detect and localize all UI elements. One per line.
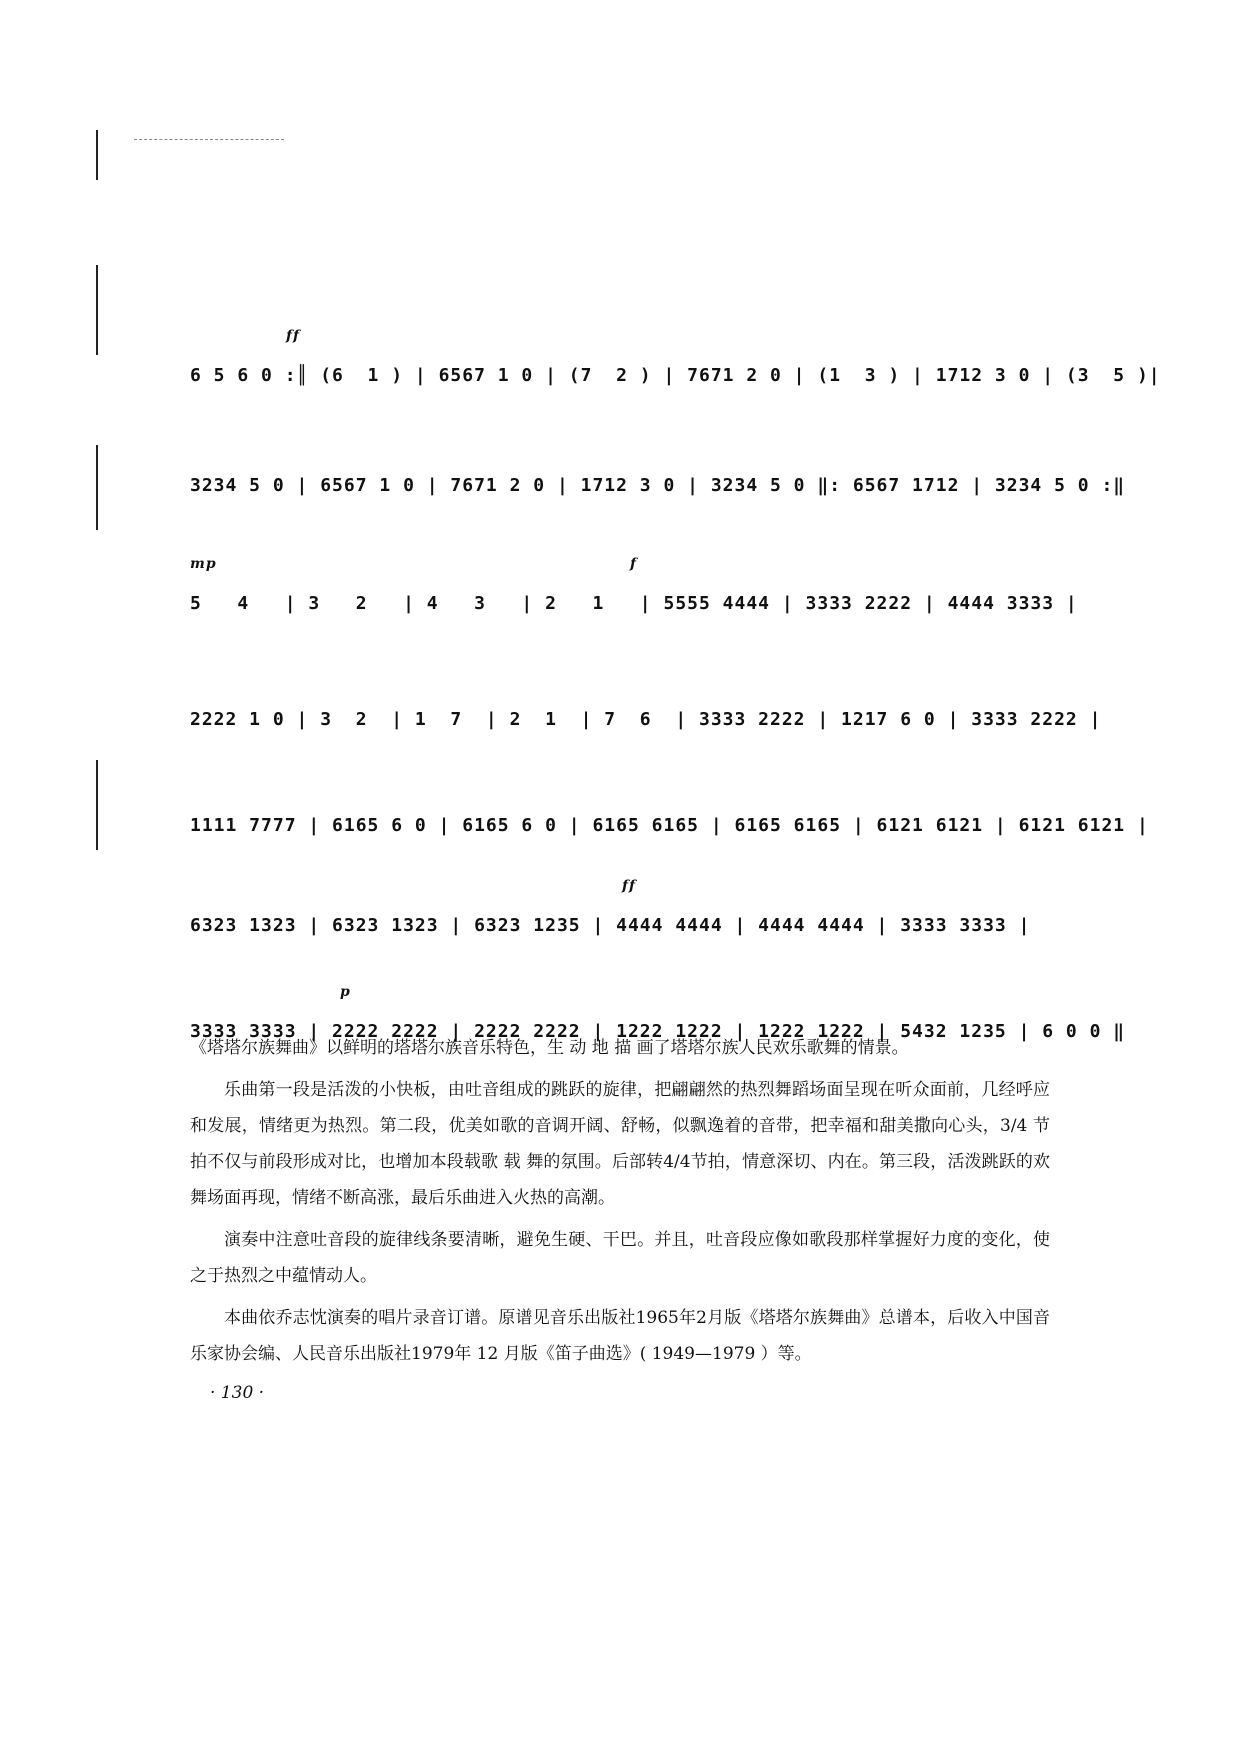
score-row-text: 1111 7777 | 6165 6 0 | 6165 6 0 | 6165 6165 | 6165 6165 | 6121 6121 | 6121 6121 | (190, 815, 1149, 836)
score-row-text: 5 4 | 3 2 | 4 3 | 2 1 | 5555 4444 | 3333 2222 | 4444 3333 | (190, 593, 1078, 614)
score-row (190, 386, 1126, 496)
dynamic-marking: ff (286, 328, 301, 344)
score-row-text: 2222 1 0 | 3 2 | 1 7 | 2 1 | 7 6 | 3333 2222 | 1217 6 0 | 3333 2222 | (190, 709, 1102, 730)
commentary (190, 1030, 1050, 1378)
margin-mark (96, 130, 98, 180)
margin-mark (96, 760, 98, 850)
score-row-text: 6323 1323 | 6323 1323 | 6323 1235 | 4444 4444 | 4444 4444 | 3333 3333 | (190, 915, 1031, 936)
top-dotted-mark (134, 139, 284, 142)
dynamic-marking: p (340, 984, 351, 1000)
dynamic-marking: f (630, 556, 638, 572)
paragraph: 《塔塔尔族舞曲》以鲜明的塔塔尔族音乐特色，生 动 地 描 画了塔塔尔族人民欢乐歌舞的情景。 (190, 1038, 909, 1058)
score-row (190, 620, 1102, 730)
score-row (190, 726, 1149, 836)
score-row (190, 932, 1126, 1042)
score-row-text: 6 5 6 0 :║ (6 1 ) | 6567 1 0 | (7 2 ) | 7671 2 0 | (1 3 ) | 1712 3 0 | (3 5 )| (190, 365, 1161, 386)
margin-mark (96, 265, 98, 355)
margin-mark (96, 445, 98, 530)
score-row-text: 3333 3333 | 2222 2222 | 2222 2222 | 1222 1222 | 1222 1222 | 5432 1235 | 6 0 0 ‖ (190, 1021, 1126, 1042)
dynamic-marking: mp (190, 556, 217, 572)
score-row (190, 276, 1161, 386)
paragraph: 演奏中注意吐音段的旋律线条要清晰，避免生硬、干巴。并且，吐音段应像如歌段那样掌握好力度的变化，使之于热烈之中蕴情动人。 (190, 1230, 1050, 1286)
score-row (190, 504, 1078, 614)
score-row-text: 3234 5 0 | 6567 1 0 | 7671 2 0 | 1712 3 0 | 3234 5 0 ‖: 6567 1712 | 3234 5 0 :‖ (190, 475, 1126, 496)
paragraph: 乐曲第一段是活泼的小快板，由吐音组成的跳跃的旋律，把翩翩然的热烈舞蹈场面呈现在听众面前，几经呼应和发展，情绪更为热烈。第二段，优美如歌的音调开阔、舒畅，似飘逸着的音带，把幸福和甜美撒向心头，3/4 节 拍不仅与前段形成对比，也增加本段载歌 载 舞的氛围。后部转4/4节拍，情意深切、内在。第三段，活泼跳跃的欢舞场面再现，情绪不断高涨，最后乐曲进入火热的高潮。 (190, 1080, 1050, 1208)
paragraph: 本曲依乔志忱演奏的唱片录音订谱。原谱见音乐出版社1965年2月版《塔塔尔族舞曲》总谱本，后收入中国音乐家协会编、人民音乐出版社1979年 12 月版《笛子曲选》( 1949—1979 ）等。 (190, 1308, 1050, 1364)
page-number: · 130 · (210, 1383, 265, 1403)
score-row (190, 826, 1050, 936)
dynamic-marking: ff (622, 878, 637, 894)
